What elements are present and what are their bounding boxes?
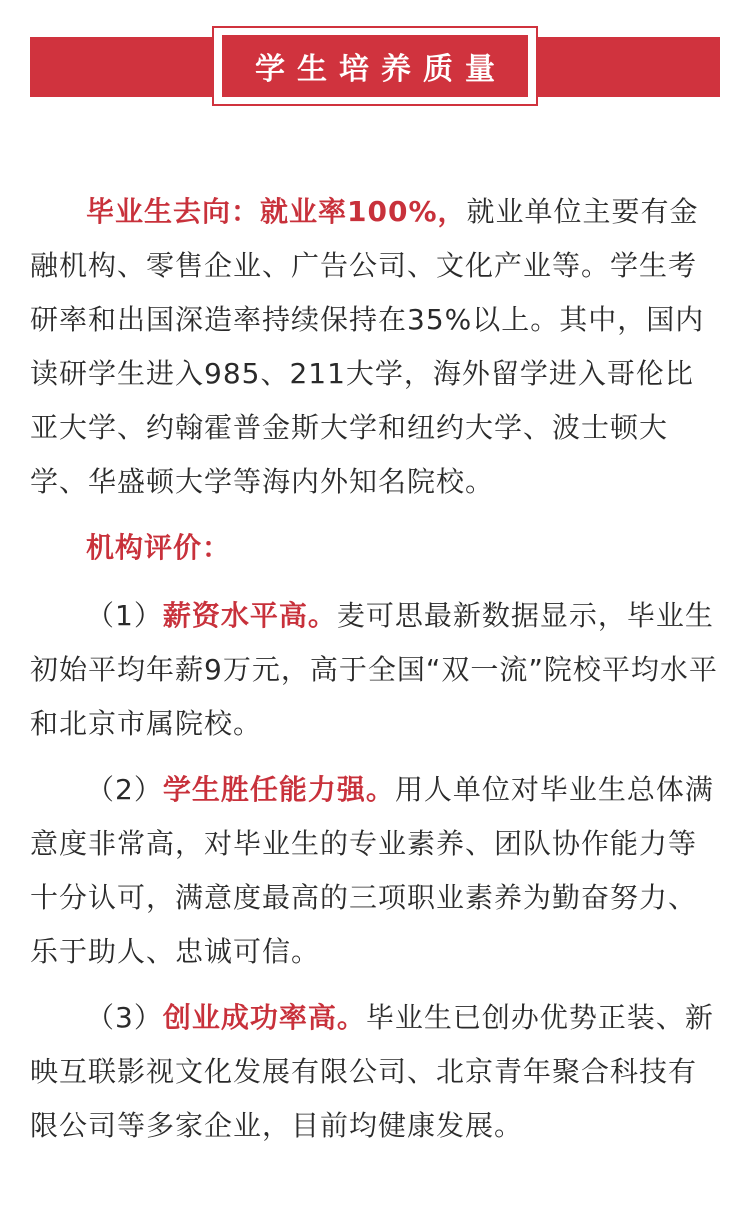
destination-body: 就业单位主要有金融机构、零售企业、广告公司、文化产业等。学生考研率和出国深造率持续保持在35%以上。其中，国内读研学生进入985、211大学，海外留学进入哥伦比亚大学、约翰霍普金斯大学和纽约大学、波士顿大学、华盛顿大学等海内外知名院校。 — [30, 195, 705, 498]
destination-lead: 毕业生去向：就业率100%， — [86, 195, 467, 228]
item-1-body: 麦可思最新数据显示，毕业生初始平均年薪9万元，高于全国“双一流”院校平均水平和北京市属院校。 — [30, 599, 718, 740]
paragraph-item-3 — [30, 991, 720, 1153]
item-3-body: 毕业生已创办优势正装、新映互联影视文化发展有限公司、北京青年聚合科技有限公司等多家企业，目前均健康发展。 — [30, 1001, 714, 1142]
evaluation-heading-line — [30, 521, 720, 575]
paragraph-item-1 — [30, 589, 720, 751]
item-1-prefix: （1） — [86, 599, 163, 632]
item-3-prefix: （3） — [86, 1001, 163, 1034]
article-body — [30, 185, 720, 1165]
page-title: 学生培养质量 — [222, 35, 528, 97]
item-2-lead: 学生胜任能力强。 — [162, 773, 395, 806]
item-1-lead: 薪资水平高。 — [162, 599, 337, 632]
item-2-prefix: （2） — [86, 773, 163, 806]
item-3-lead: 创业成功率高。 — [162, 1001, 366, 1034]
evaluation-heading: 机构评价： — [86, 531, 232, 564]
item-2-body: 用人单位对毕业生总体满意度非常高，对毕业生的专业素养、团队协作能力等十分认可，满意度最高的三项职业素养为勤奋努力、乐于助人、忠诚可信。 — [30, 773, 714, 968]
paragraph-destination — [30, 185, 720, 509]
paragraph-item-2 — [30, 763, 720, 979]
